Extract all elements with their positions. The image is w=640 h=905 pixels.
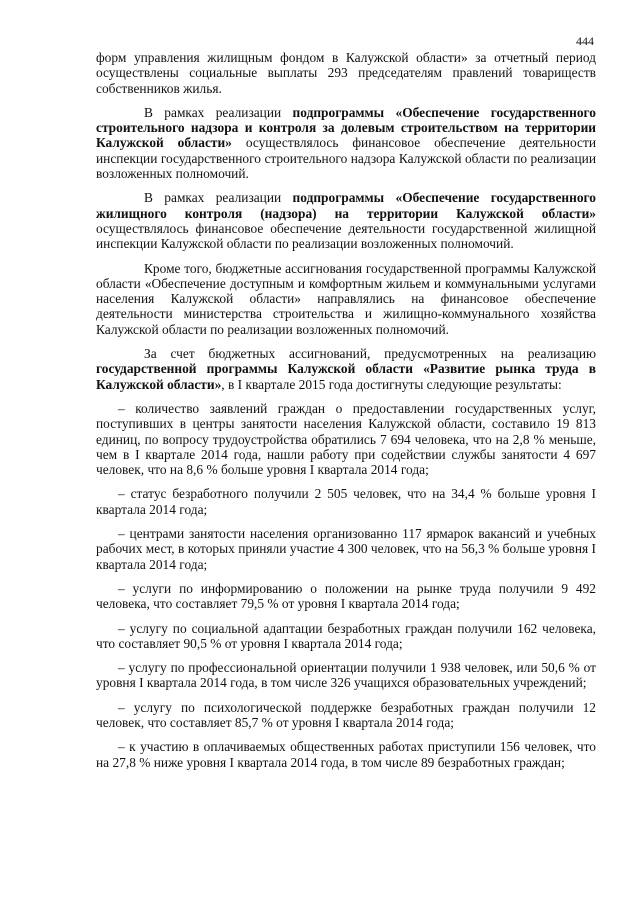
text-run: В рамках реализации (144, 104, 293, 120)
text-run: – статус безработного получили 2 505 человек, что на 34,4 % больше уровня I квартала 2014 года; (96, 486, 596, 517)
paragraph (96, 105, 596, 181)
list-item-paragraph (96, 739, 596, 770)
list-item-paragraph (96, 700, 596, 731)
text-run: форм управления жилищным фондом в Калужской области» за отчетный период осуществлены социальные выплаты 293 председателям правлений товариществ собственников жилья. (96, 50, 596, 96)
paragraph (96, 261, 596, 337)
text-run: – центрами занятости населения организованно 117 ярмарок вакансий и учебных рабочих мест, в которых приняли участие 4 300 человек, что на 56,3 % больше уровня I квартала 2014 года; (96, 526, 596, 572)
text-run: – услугу по психологической поддержке безработных граждан получили 12 человек, что составляет 85,7 % от уровня I квартала 2014 года; (96, 699, 596, 730)
list-item-paragraph (96, 581, 596, 612)
list-item-paragraph (96, 486, 596, 517)
list-item-paragraph (96, 526, 596, 572)
paragraph (96, 190, 596, 251)
text-run: – услугу по профессиональной ориентации получили 1 938 человек, или 50,6 % от уровня I квартала 2014 года, в том числе 326 учащихся образовательных учреждений; (96, 660, 596, 691)
text-run: , в I квартале 2015 года достигнуты следующие результаты: (221, 376, 562, 392)
text-run: – количество заявлений граждан о предоставлении государственных услуг, поступивших в центры занятости населения Калужской области, составило 19 813 единиц, по вопросу трудоустройства обратились 7 694 человека, что на 2,8 % меньше, чем в I квартале 2014 года, нашли работу при содействии службы занятости 4 697 человек, что на 8,6 % больше уровня I квартала 2014 года; (96, 400, 596, 478)
text-run: – к участию в оплачиваемых общественных работах приступили 156 человек, что на 27,8 % ниже уровня I квартала 2014 года, в том числе 89 безработных граждан; (96, 739, 596, 770)
text-run: осуществлялось финансовое обеспечение деятельности государственной жилищной инспекции Калужской области по реализации возложенных полномочий. (96, 220, 596, 252)
bold-text: государственной программы Калужской области «Развитие рынка труда в Калужской области» (96, 361, 596, 392)
page-number: 444 (576, 34, 594, 48)
text-run: В рамках реализации (144, 190, 293, 206)
list-item-paragraph (96, 401, 596, 477)
text-run: осуществлялось финансовое обеспечение деятельности инспекции государственного строительного надзора Калужской области по реализации возложенных полномочий. (96, 135, 596, 182)
text-run: Кроме того, бюджетные ассигнования государственной программы Калужской области «Обеспечение доступным и комфортным жильем и коммунальными услугами населения Калужской области» направлялись на финансовое обеспечение деятельности министерства строительства и жилищно-коммунального хозяйства Калужской области по реализации возложенных полномочий. (96, 260, 596, 337)
document-body (96, 50, 596, 779)
paragraph (96, 50, 596, 96)
text-run: – услуги по информированию о положении на рынке труда получили 9 492 человека, что составляет 79,5 % от уровня I квартала 2014 года; (96, 580, 596, 612)
text-run: За счет бюджетных ассигнований, предусмотренных на реализацию (144, 346, 596, 362)
paragraph (96, 346, 596, 392)
text-run: – услугу по социальной адаптации безработных граждан получили 162 человека, что составляет 90,5 % от уровня I квартала 2014 года; (96, 620, 596, 651)
list-item-paragraph (96, 660, 596, 691)
bold-text: подпрограммы «Обеспечение государственного жилищного контроля (надзора) на территории Калужской области» (96, 190, 596, 221)
bold-text: подпрограммы «Обеспечение государственного строительного надзора и контроля за долевым строительством на территории Калужской области» (96, 104, 596, 151)
list-item-paragraph (96, 621, 596, 652)
